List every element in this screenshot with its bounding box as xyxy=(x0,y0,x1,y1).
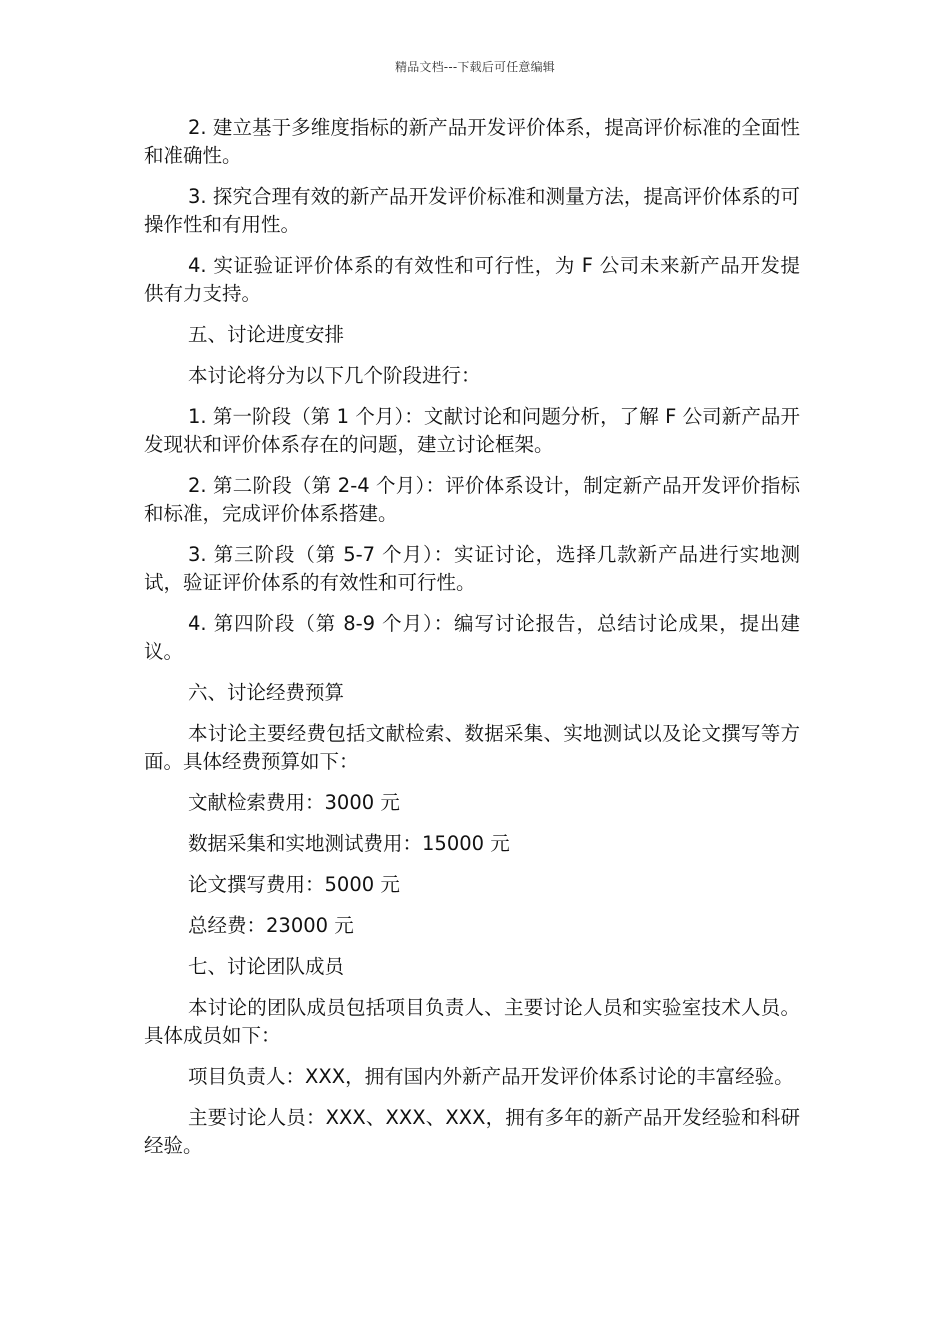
budget-intro: 本讨论主要经费包括文献检索、数据采集、实地测试以及论文撰写等方面。具体经费预算如下： xyxy=(144,722,800,773)
section-heading-team: 七、讨论团队成员 xyxy=(188,955,345,978)
schedule-stage-4: 4. 第四阶段（第 8-9 个月）：编写讨论报告，总结讨论成果，提出建议。 xyxy=(144,612,800,663)
team-member-lead: 项目负责人：XXX，拥有国内外新产品开发评价体系讨论的丰富经验。 xyxy=(188,1065,794,1088)
schedule-intro: 本讨论将分为以下几个阶段进行： xyxy=(188,364,481,387)
objective-item-3: 3. 探究合理有效的新产品开发评价标准和测量方法，提高评价体系的可操作性和有用性。 xyxy=(144,185,800,236)
objective-item-4: 4. 实证验证评价体系的有效性和可行性，为 F 公司未来新产品开发提供有力支持。 xyxy=(144,254,800,305)
budget-total: 总经费：23000 元 xyxy=(188,914,354,937)
page-header: 精品文档---下载后可任意编辑 xyxy=(395,60,555,74)
section-heading-budget: 六、讨论经费预算 xyxy=(188,681,345,704)
schedule-stage-2: 2. 第二阶段（第 2-4 个月）：评价体系设计，制定新产品开发评价指标和标准，完成评价体系搭建。 xyxy=(144,474,800,525)
section-heading-schedule: 五、讨论进度安排 xyxy=(188,323,345,346)
budget-item-writing: 论文撰写费用：5000 元 xyxy=(188,873,400,896)
team-intro: 本讨论的团队成员包括项目负责人、主要讨论人员和实验室技术人员。具体成员如下： xyxy=(144,996,800,1047)
budget-item-data-collection: 数据采集和实地测试费用：15000 元 xyxy=(188,832,510,855)
budget-item-literature: 文献检索费用：3000 元 xyxy=(188,791,400,814)
team-member-researchers: 主要讨论人员：XXX、XXX、XXX，拥有多年的新产品开发经验和科研经验。 xyxy=(144,1106,800,1157)
schedule-stage-1: 1. 第一阶段（第 1 个月）：文献讨论和问题分析，了解 F 公司新产品开发现状和评价体系存在的问题，建立讨论框架。 xyxy=(144,405,800,456)
objective-item-2: 2. 建立基于多维度指标的新产品开发评价体系，提高评价标准的全面性和准确性。 xyxy=(144,116,800,167)
document-body xyxy=(144,114,800,1173)
schedule-stage-3: 3. 第三阶段（第 5-7 个月）：实证讨论，选择几款新产品进行实地测试，验证评价体系的有效性和可行性。 xyxy=(144,543,800,594)
